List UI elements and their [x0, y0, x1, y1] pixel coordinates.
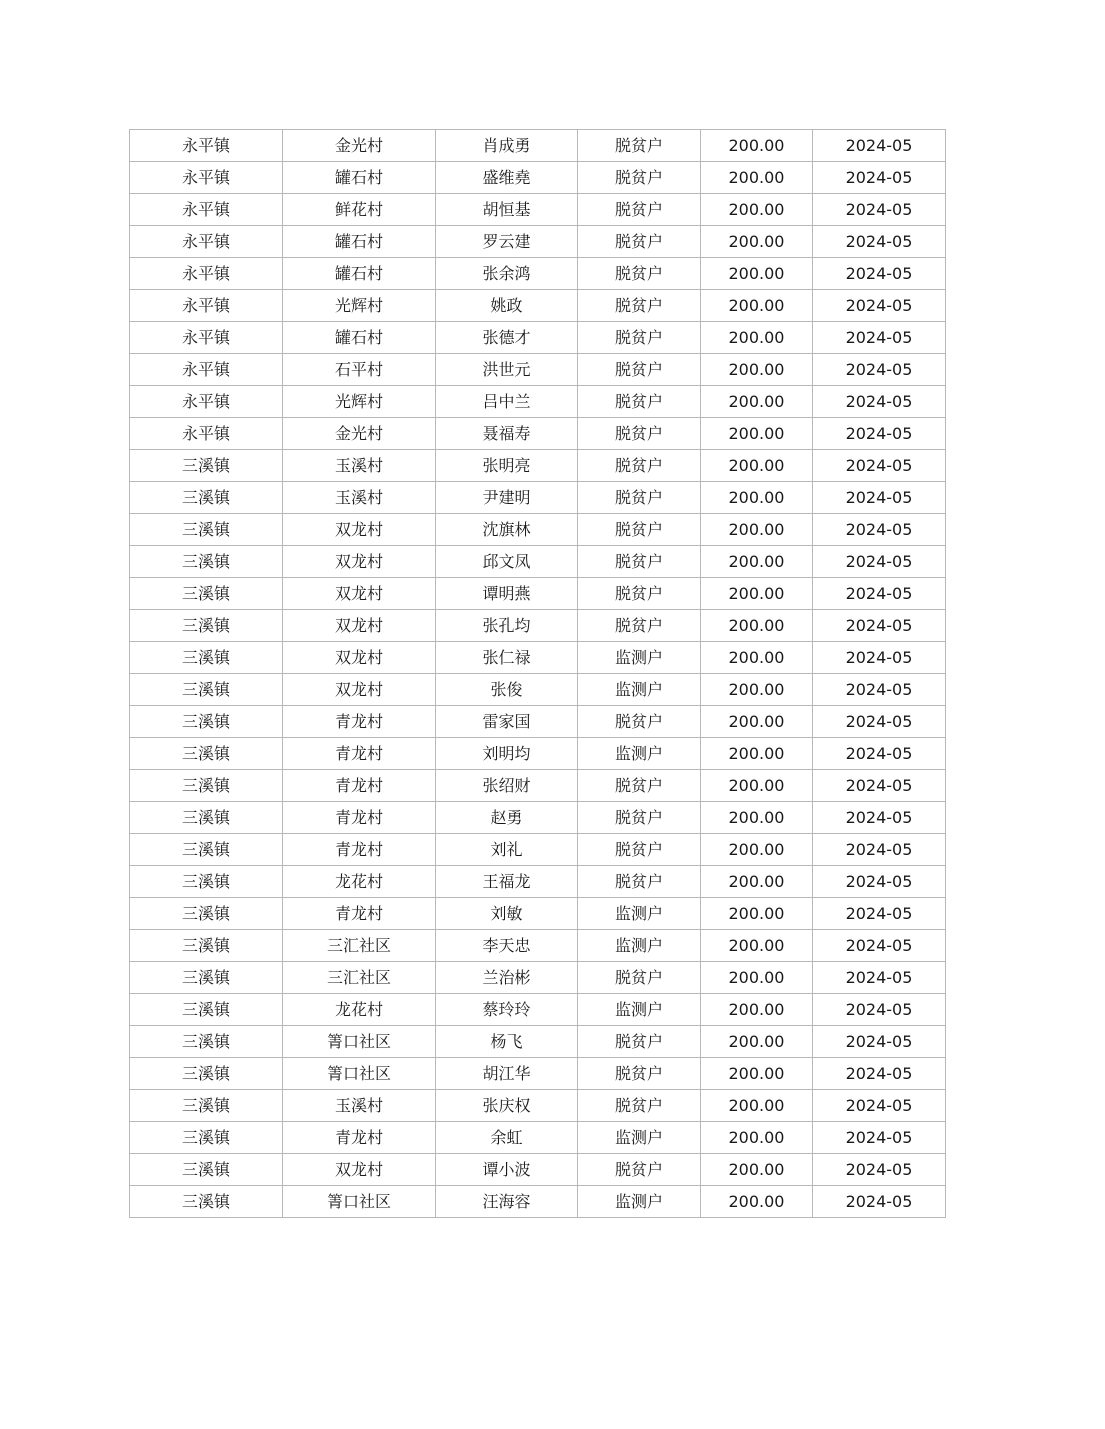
table-row: [130, 962, 946, 994]
town-cell: 永平镇: [130, 354, 283, 386]
amount-cell: 200.00: [701, 194, 813, 226]
table-row: [130, 258, 946, 290]
month-cell: 2024-05: [813, 546, 946, 578]
household-type-cell: 脱贫户: [578, 258, 701, 290]
amount-cell: 200.00: [701, 834, 813, 866]
household-type-cell: 脱贫户: [578, 706, 701, 738]
month-cell: 2024-05: [813, 226, 946, 258]
table-row: [130, 866, 946, 898]
month-cell: 2024-05: [813, 322, 946, 354]
household-type-cell: 脱贫户: [578, 162, 701, 194]
table-row: [130, 642, 946, 674]
name-cell: 尹建明: [436, 482, 578, 514]
household-type-cell: 脱贫户: [578, 194, 701, 226]
name-cell: 王福龙: [436, 866, 578, 898]
household-type-cell: 监测户: [578, 674, 701, 706]
household-type-cell: 脱贫户: [578, 1058, 701, 1090]
town-cell: 永平镇: [130, 322, 283, 354]
amount-cell: 200.00: [701, 1154, 813, 1186]
table-row: [130, 994, 946, 1026]
name-cell: 雷家国: [436, 706, 578, 738]
amount-cell: 200.00: [701, 962, 813, 994]
name-cell: 谭明燕: [436, 578, 578, 610]
village-cell: 光辉村: [283, 290, 436, 322]
town-cell: 永平镇: [130, 258, 283, 290]
amount-cell: 200.00: [701, 322, 813, 354]
amount-cell: 200.00: [701, 418, 813, 450]
village-cell: 双龙村: [283, 514, 436, 546]
town-cell: 三溪镇: [130, 1122, 283, 1154]
name-cell: 汪海容: [436, 1186, 578, 1218]
amount-cell: 200.00: [701, 258, 813, 290]
town-cell: 三溪镇: [130, 642, 283, 674]
amount-cell: 200.00: [701, 386, 813, 418]
month-cell: 2024-05: [813, 130, 946, 162]
town-cell: 三溪镇: [130, 1026, 283, 1058]
household-type-cell: 脱贫户: [578, 546, 701, 578]
table-row: [130, 450, 946, 482]
name-cell: 赵勇: [436, 802, 578, 834]
table-row: [130, 482, 946, 514]
amount-cell: 200.00: [701, 162, 813, 194]
name-cell: 张绍财: [436, 770, 578, 802]
village-cell: 龙花村: [283, 866, 436, 898]
month-cell: 2024-05: [813, 450, 946, 482]
month-cell: 2024-05: [813, 770, 946, 802]
name-cell: 盛维堯: [436, 162, 578, 194]
village-cell: 青龙村: [283, 802, 436, 834]
village-cell: 罐石村: [283, 226, 436, 258]
amount-cell: 200.00: [701, 482, 813, 514]
village-cell: 青龙村: [283, 1122, 436, 1154]
household-type-cell: 脱贫户: [578, 578, 701, 610]
name-cell: 张余鸿: [436, 258, 578, 290]
household-type-cell: 脱贫户: [578, 962, 701, 994]
town-cell: 三溪镇: [130, 930, 283, 962]
month-cell: 2024-05: [813, 386, 946, 418]
month-cell: 2024-05: [813, 962, 946, 994]
name-cell: 兰治彬: [436, 962, 578, 994]
amount-cell: 200.00: [701, 866, 813, 898]
name-cell: 谭小波: [436, 1154, 578, 1186]
village-cell: 箐口社区: [283, 1058, 436, 1090]
amount-cell: 200.00: [701, 1058, 813, 1090]
name-cell: 刘礼: [436, 834, 578, 866]
name-cell: 李天忠: [436, 930, 578, 962]
name-cell: 余虹: [436, 1122, 578, 1154]
month-cell: 2024-05: [813, 1122, 946, 1154]
amount-cell: 200.00: [701, 1186, 813, 1218]
household-type-cell: 脱贫户: [578, 226, 701, 258]
table-row: [130, 354, 946, 386]
town-cell: 三溪镇: [130, 994, 283, 1026]
household-type-cell: 脱贫户: [578, 290, 701, 322]
amount-cell: 200.00: [701, 354, 813, 386]
month-cell: 2024-05: [813, 482, 946, 514]
table-row: [130, 674, 946, 706]
month-cell: 2024-05: [813, 258, 946, 290]
town-cell: 永平镇: [130, 162, 283, 194]
town-cell: 三溪镇: [130, 706, 283, 738]
village-cell: 青龙村: [283, 706, 436, 738]
amount-cell: 200.00: [701, 546, 813, 578]
table-row: [130, 1186, 946, 1218]
town-cell: 三溪镇: [130, 1090, 283, 1122]
amount-cell: 200.00: [701, 898, 813, 930]
month-cell: 2024-05: [813, 514, 946, 546]
town-cell: 三溪镇: [130, 610, 283, 642]
village-cell: 青龙村: [283, 898, 436, 930]
month-cell: 2024-05: [813, 834, 946, 866]
table-row: [130, 1122, 946, 1154]
table-row: [130, 610, 946, 642]
name-cell: 沈旗林: [436, 514, 578, 546]
town-cell: 三溪镇: [130, 1186, 283, 1218]
town-cell: 三溪镇: [130, 834, 283, 866]
name-cell: 姚政: [436, 290, 578, 322]
month-cell: 2024-05: [813, 1154, 946, 1186]
amount-cell: 200.00: [701, 514, 813, 546]
household-type-cell: 监测户: [578, 898, 701, 930]
town-cell: 三溪镇: [130, 802, 283, 834]
amount-cell: 200.00: [701, 130, 813, 162]
household-type-cell: 脱贫户: [578, 834, 701, 866]
village-cell: 罐石村: [283, 162, 436, 194]
amount-cell: 200.00: [701, 578, 813, 610]
table-row: [130, 898, 946, 930]
household-type-cell: 监测户: [578, 994, 701, 1026]
town-cell: 三溪镇: [130, 546, 283, 578]
village-cell: 箐口社区: [283, 1186, 436, 1218]
name-cell: 胡江华: [436, 1058, 578, 1090]
name-cell: 张俊: [436, 674, 578, 706]
town-cell: 三溪镇: [130, 866, 283, 898]
month-cell: 2024-05: [813, 898, 946, 930]
amount-cell: 200.00: [701, 642, 813, 674]
household-type-cell: 脱贫户: [578, 418, 701, 450]
name-cell: 蔡玲玲: [436, 994, 578, 1026]
village-cell: 青龙村: [283, 834, 436, 866]
amount-cell: 200.00: [701, 706, 813, 738]
household-type-cell: 脱贫户: [578, 1154, 701, 1186]
household-type-cell: 监测户: [578, 930, 701, 962]
amount-cell: 200.00: [701, 770, 813, 802]
village-cell: 双龙村: [283, 642, 436, 674]
town-cell: 永平镇: [130, 130, 283, 162]
name-cell: 刘明均: [436, 738, 578, 770]
name-cell: 肖成勇: [436, 130, 578, 162]
town-cell: 三溪镇: [130, 674, 283, 706]
household-type-cell: 脱贫户: [578, 354, 701, 386]
amount-cell: 200.00: [701, 610, 813, 642]
village-cell: 双龙村: [283, 674, 436, 706]
household-type-cell: 脱贫户: [578, 130, 701, 162]
month-cell: 2024-05: [813, 802, 946, 834]
month-cell: 2024-05: [813, 994, 946, 1026]
household-type-cell: 脱贫户: [578, 610, 701, 642]
village-cell: 石平村: [283, 354, 436, 386]
town-cell: 三溪镇: [130, 738, 283, 770]
name-cell: 刘敏: [436, 898, 578, 930]
month-cell: 2024-05: [813, 1090, 946, 1122]
village-cell: 金光村: [283, 130, 436, 162]
month-cell: 2024-05: [813, 418, 946, 450]
amount-cell: 200.00: [701, 226, 813, 258]
table-row: [130, 578, 946, 610]
village-cell: 鲜花村: [283, 194, 436, 226]
table-row: [130, 546, 946, 578]
name-cell: 邱文凤: [436, 546, 578, 578]
village-cell: 玉溪村: [283, 1090, 436, 1122]
town-cell: 三溪镇: [130, 514, 283, 546]
town-cell: 三溪镇: [130, 770, 283, 802]
amount-cell: 200.00: [701, 994, 813, 1026]
month-cell: 2024-05: [813, 194, 946, 226]
village-cell: 双龙村: [283, 546, 436, 578]
table-row: [130, 322, 946, 354]
village-cell: 玉溪村: [283, 482, 436, 514]
table-row: [130, 770, 946, 802]
table-row: [130, 1026, 946, 1058]
village-cell: 双龙村: [283, 1154, 436, 1186]
name-cell: 张明亮: [436, 450, 578, 482]
town-cell: 永平镇: [130, 194, 283, 226]
amount-cell: 200.00: [701, 738, 813, 770]
village-cell: 金光村: [283, 418, 436, 450]
table-row: [130, 1154, 946, 1186]
amount-cell: 200.00: [701, 1026, 813, 1058]
village-cell: 玉溪村: [283, 450, 436, 482]
household-type-cell: 脱贫户: [578, 514, 701, 546]
table-row: [130, 930, 946, 962]
town-cell: 三溪镇: [130, 450, 283, 482]
town-cell: 三溪镇: [130, 898, 283, 930]
town-cell: 三溪镇: [130, 578, 283, 610]
month-cell: 2024-05: [813, 866, 946, 898]
amount-cell: 200.00: [701, 930, 813, 962]
table-row: [130, 834, 946, 866]
household-type-cell: 脱贫户: [578, 482, 701, 514]
table-row: [130, 194, 946, 226]
village-cell: 双龙村: [283, 578, 436, 610]
amount-cell: 200.00: [701, 1090, 813, 1122]
town-cell: 永平镇: [130, 386, 283, 418]
month-cell: 2024-05: [813, 1026, 946, 1058]
name-cell: 聂福寿: [436, 418, 578, 450]
name-cell: 罗云建: [436, 226, 578, 258]
town-cell: 三溪镇: [130, 1154, 283, 1186]
month-cell: 2024-05: [813, 1186, 946, 1218]
amount-cell: 200.00: [701, 290, 813, 322]
household-type-cell: 脱贫户: [578, 386, 701, 418]
name-cell: 张仁禄: [436, 642, 578, 674]
month-cell: 2024-05: [813, 578, 946, 610]
household-type-cell: 脱贫户: [578, 770, 701, 802]
month-cell: 2024-05: [813, 706, 946, 738]
table-row: [130, 226, 946, 258]
village-cell: 青龙村: [283, 738, 436, 770]
table-row: [130, 706, 946, 738]
subsidy-roster-table: [129, 129, 946, 1218]
name-cell: 胡恒基: [436, 194, 578, 226]
household-type-cell: 监测户: [578, 1122, 701, 1154]
town-cell: 三溪镇: [130, 1058, 283, 1090]
name-cell: 吕中兰: [436, 386, 578, 418]
household-type-cell: 脱贫户: [578, 866, 701, 898]
amount-cell: 200.00: [701, 802, 813, 834]
month-cell: 2024-05: [813, 354, 946, 386]
town-cell: 永平镇: [130, 290, 283, 322]
amount-cell: 200.00: [701, 1122, 813, 1154]
table-row: [130, 802, 946, 834]
amount-cell: 200.00: [701, 674, 813, 706]
table-row: [130, 1090, 946, 1122]
town-cell: 永平镇: [130, 418, 283, 450]
name-cell: 洪世元: [436, 354, 578, 386]
month-cell: 2024-05: [813, 642, 946, 674]
month-cell: 2024-05: [813, 162, 946, 194]
village-cell: 双龙村: [283, 610, 436, 642]
household-type-cell: 监测户: [578, 738, 701, 770]
table-body: [130, 130, 946, 1218]
month-cell: 2024-05: [813, 290, 946, 322]
village-cell: 箐口社区: [283, 1026, 436, 1058]
amount-cell: 200.00: [701, 450, 813, 482]
table-row: [130, 162, 946, 194]
household-type-cell: 脱贫户: [578, 322, 701, 354]
name-cell: 张孔均: [436, 610, 578, 642]
household-type-cell: 脱贫户: [578, 1090, 701, 1122]
table-row: [130, 1058, 946, 1090]
household-type-cell: 监测户: [578, 1186, 701, 1218]
town-cell: 永平镇: [130, 226, 283, 258]
month-cell: 2024-05: [813, 930, 946, 962]
month-cell: 2024-05: [813, 1058, 946, 1090]
household-type-cell: 脱贫户: [578, 450, 701, 482]
month-cell: 2024-05: [813, 674, 946, 706]
table-row: [130, 290, 946, 322]
name-cell: 张庆权: [436, 1090, 578, 1122]
table-row: [130, 386, 946, 418]
town-cell: 三溪镇: [130, 962, 283, 994]
table-row: [130, 514, 946, 546]
table-row: [130, 130, 946, 162]
household-type-cell: 监测户: [578, 642, 701, 674]
table-row: [130, 418, 946, 450]
name-cell: 张德才: [436, 322, 578, 354]
table-row: [130, 738, 946, 770]
village-cell: 青龙村: [283, 770, 436, 802]
household-type-cell: 脱贫户: [578, 802, 701, 834]
village-cell: 罐石村: [283, 258, 436, 290]
village-cell: 罐石村: [283, 322, 436, 354]
village-cell: 光辉村: [283, 386, 436, 418]
town-cell: 三溪镇: [130, 482, 283, 514]
month-cell: 2024-05: [813, 610, 946, 642]
village-cell: 三汇社区: [283, 930, 436, 962]
village-cell: 三汇社区: [283, 962, 436, 994]
name-cell: 杨飞: [436, 1026, 578, 1058]
household-type-cell: 脱贫户: [578, 1026, 701, 1058]
village-cell: 龙花村: [283, 994, 436, 1026]
month-cell: 2024-05: [813, 738, 946, 770]
